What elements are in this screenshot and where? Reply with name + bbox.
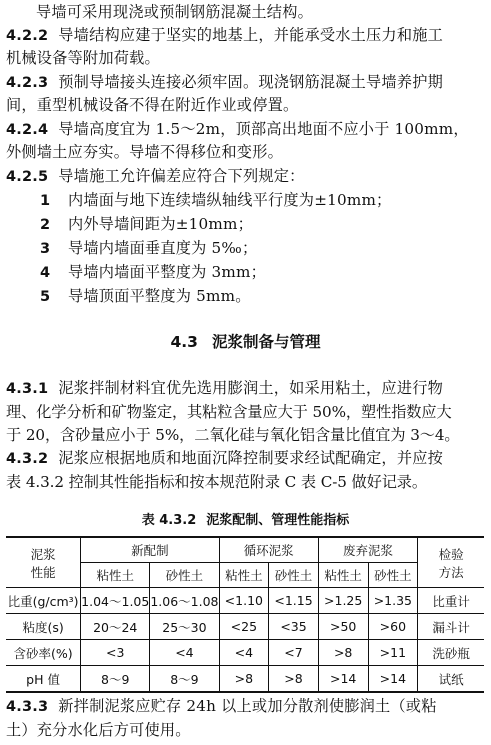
clause-4-2-3-line-2: 间，重型机械设备不得在附近作业或停置。 <box>6 96 299 114</box>
table-cell: <4 <box>219 640 269 666</box>
table-cell: <1.10 <box>219 588 269 614</box>
table-cell: >8 <box>318 640 368 666</box>
clause-number: 4.3.3 <box>6 699 49 715</box>
table-header-row <box>6 537 484 563</box>
section-heading <box>0 332 491 352</box>
list-item-text: 导墙内墙面垂直度为 5‰； <box>68 239 258 257</box>
clause-4-3-1-line-3: 于 20，含砂量应小于 5%，二氧化硅与氧化铝含量比值宜为 3～4。 <box>6 426 460 444</box>
clause-text: 导墙高度宜为 1.5～2m，顶部高出地面不应小于 100mm， <box>58 120 469 138</box>
clause-number: 4.3.2 <box>6 451 49 467</box>
table-cell: <1.15 <box>269 588 319 614</box>
list-item-number: 4 <box>40 265 51 281</box>
clause-number: 4.3.1 <box>6 381 49 397</box>
clause-text: 新拌制泥浆应贮存 24h 以上或加分散剂使膨润土（或粘 <box>58 697 437 715</box>
clause-number: 4.2.5 <box>6 169 49 185</box>
paragraph-line: 导墙可采用现浇或预制钢筋混凝土结构。 <box>36 3 313 21</box>
clause-number: 4.2.4 <box>6 122 49 138</box>
header-method-line-1: 检验 <box>438 546 464 562</box>
table-cell: 20～24 <box>81 614 150 640</box>
table-cell: >1.25 <box>318 588 368 614</box>
subheader-cell: 砂性土 <box>150 563 219 588</box>
clause-4-2-4-line-2: 外侧墙土应夯实。导墙不得移位和变形。 <box>6 143 283 161</box>
table-cell: <35 <box>269 614 319 640</box>
table-cell: 试纸 <box>418 666 484 693</box>
table-cell: >60 <box>368 614 418 640</box>
section-title: 泥浆制备与管理 <box>211 332 321 351</box>
table-cell: >8 <box>269 666 319 693</box>
header-method-line-2: 方法 <box>438 564 464 580</box>
clause-4-3-1-line-1 <box>6 378 486 399</box>
table-cell: 比重计 <box>418 588 484 614</box>
header-item-cell <box>6 537 81 588</box>
header-new-mud: 新配制 <box>81 537 219 563</box>
clause-text: 泥浆应根据地质和地面沉降控制要求经试配确定，并应按 <box>58 449 443 467</box>
list-item-number: 2 <box>40 217 51 233</box>
subheader-cell: 粘性土 <box>81 563 150 588</box>
table-row <box>6 666 484 693</box>
table-cell: >14 <box>318 666 368 693</box>
header-item-line-1: 泥浆 <box>30 546 56 562</box>
list-item <box>40 262 491 283</box>
table-cell: pH 值 <box>6 666 81 693</box>
table-cell: 粘度(s) <box>6 614 81 640</box>
table-title: 泥浆配制、管理性能指标 <box>206 513 350 528</box>
list-item <box>40 286 491 307</box>
mud-performance-table <box>6 536 484 693</box>
header-method-cell <box>418 537 484 588</box>
table-cell: >1.35 <box>368 588 418 614</box>
list-item-text: 内墙面与地下连续墙纵轴线平行度为±10mm； <box>68 191 392 209</box>
subheader-cell: 砂性土 <box>269 563 319 588</box>
list-item-number: 1 <box>40 193 51 209</box>
table-cell: <7 <box>269 640 319 666</box>
list-item-text: 导墙顶面平整度为 5mm。 <box>68 287 251 305</box>
table-row <box>6 614 484 640</box>
clause-4-3-2-line-2: 表 4.3.2 控制其性能指标和按本规范附录 C 表 C-5 做好记录。 <box>6 473 427 491</box>
subheader-cell: 粘性土 <box>219 563 269 588</box>
list-item <box>40 190 491 211</box>
clause-text: 导墙结构应建于坚实的地基上，并能承受水土压力和施工 <box>58 26 443 44</box>
clause-4-2-2-line-1 <box>6 25 486 46</box>
clause-4-2-4-line-1 <box>6 119 486 140</box>
list-item-text: 内外导墙间距为±10mm； <box>68 215 253 233</box>
header-item-line-2: 性能 <box>30 564 56 580</box>
table-cell: 洗砂瓶 <box>418 640 484 666</box>
list-item-text: 导墙内墙面平整度为 3mm； <box>68 263 266 281</box>
table-cell: 含砂率(%) <box>6 640 81 666</box>
table-cell: <25 <box>219 614 269 640</box>
clause-4-2-2-line-2: 机械设备等附加荷载。 <box>6 49 160 67</box>
table-cell: 8～9 <box>150 666 219 693</box>
clause-number: 4.2.2 <box>6 28 49 44</box>
table-caption <box>0 513 491 529</box>
list-item <box>40 214 491 235</box>
table-cell: >14 <box>368 666 418 693</box>
table-cell: 比重(g/cm³) <box>6 588 81 614</box>
clause-text: 预制导墙接头连接必须牢固。现浇钢筋混凝土导墙养护期 <box>58 73 443 91</box>
clause-text: 导墙施工允许偏差应符合下列规定： <box>58 167 305 185</box>
clause-4-3-3-line-1 <box>6 696 486 717</box>
list-item-number: 3 <box>40 241 51 257</box>
list-item <box>40 238 491 259</box>
subheader-cell: 砂性土 <box>368 563 418 588</box>
list-item-number: 5 <box>40 289 51 305</box>
table-cell: >11 <box>368 640 418 666</box>
header-waste-mud: 废弃泥浆 <box>318 537 417 563</box>
table-cell: 25～30 <box>150 614 219 640</box>
table-cell: 漏斗计 <box>418 614 484 640</box>
table-cell: 1.04～1.05 <box>81 588 150 614</box>
table-cell: >8 <box>219 666 269 693</box>
table-cell: <3 <box>81 640 150 666</box>
table-cell: >50 <box>318 614 368 640</box>
table-cell: 8～9 <box>81 666 150 693</box>
subheader-cell: 粘性土 <box>318 563 368 588</box>
clause-4-3-2-line-1 <box>6 448 486 469</box>
clause-4-3-1-line-2: 理、化学分析和矿物鉴定，其粘粒含量应大于 50%，塑性指数应大 <box>6 403 452 421</box>
clause-4-3-3-line-2: 土）充分水化后方可使用。 <box>6 721 191 739</box>
header-circulating-mud: 循环泥浆 <box>219 537 318 563</box>
clause-text: 泥浆拌制材料宜优先选用膨润土，如采用粘土，应进行物 <box>58 379 443 397</box>
clause-4-2-5-line-1 <box>6 166 486 187</box>
table-row <box>6 588 484 614</box>
table-number: 表 4.3.2 <box>141 513 197 528</box>
section-number: 4.3 <box>170 333 198 351</box>
clause-number: 4.2.3 <box>6 75 49 91</box>
table-row <box>6 640 484 666</box>
table-cell: <4 <box>150 640 219 666</box>
table-cell: 1.06～1.08 <box>150 588 219 614</box>
clause-4-2-3-line-1 <box>6 72 486 93</box>
